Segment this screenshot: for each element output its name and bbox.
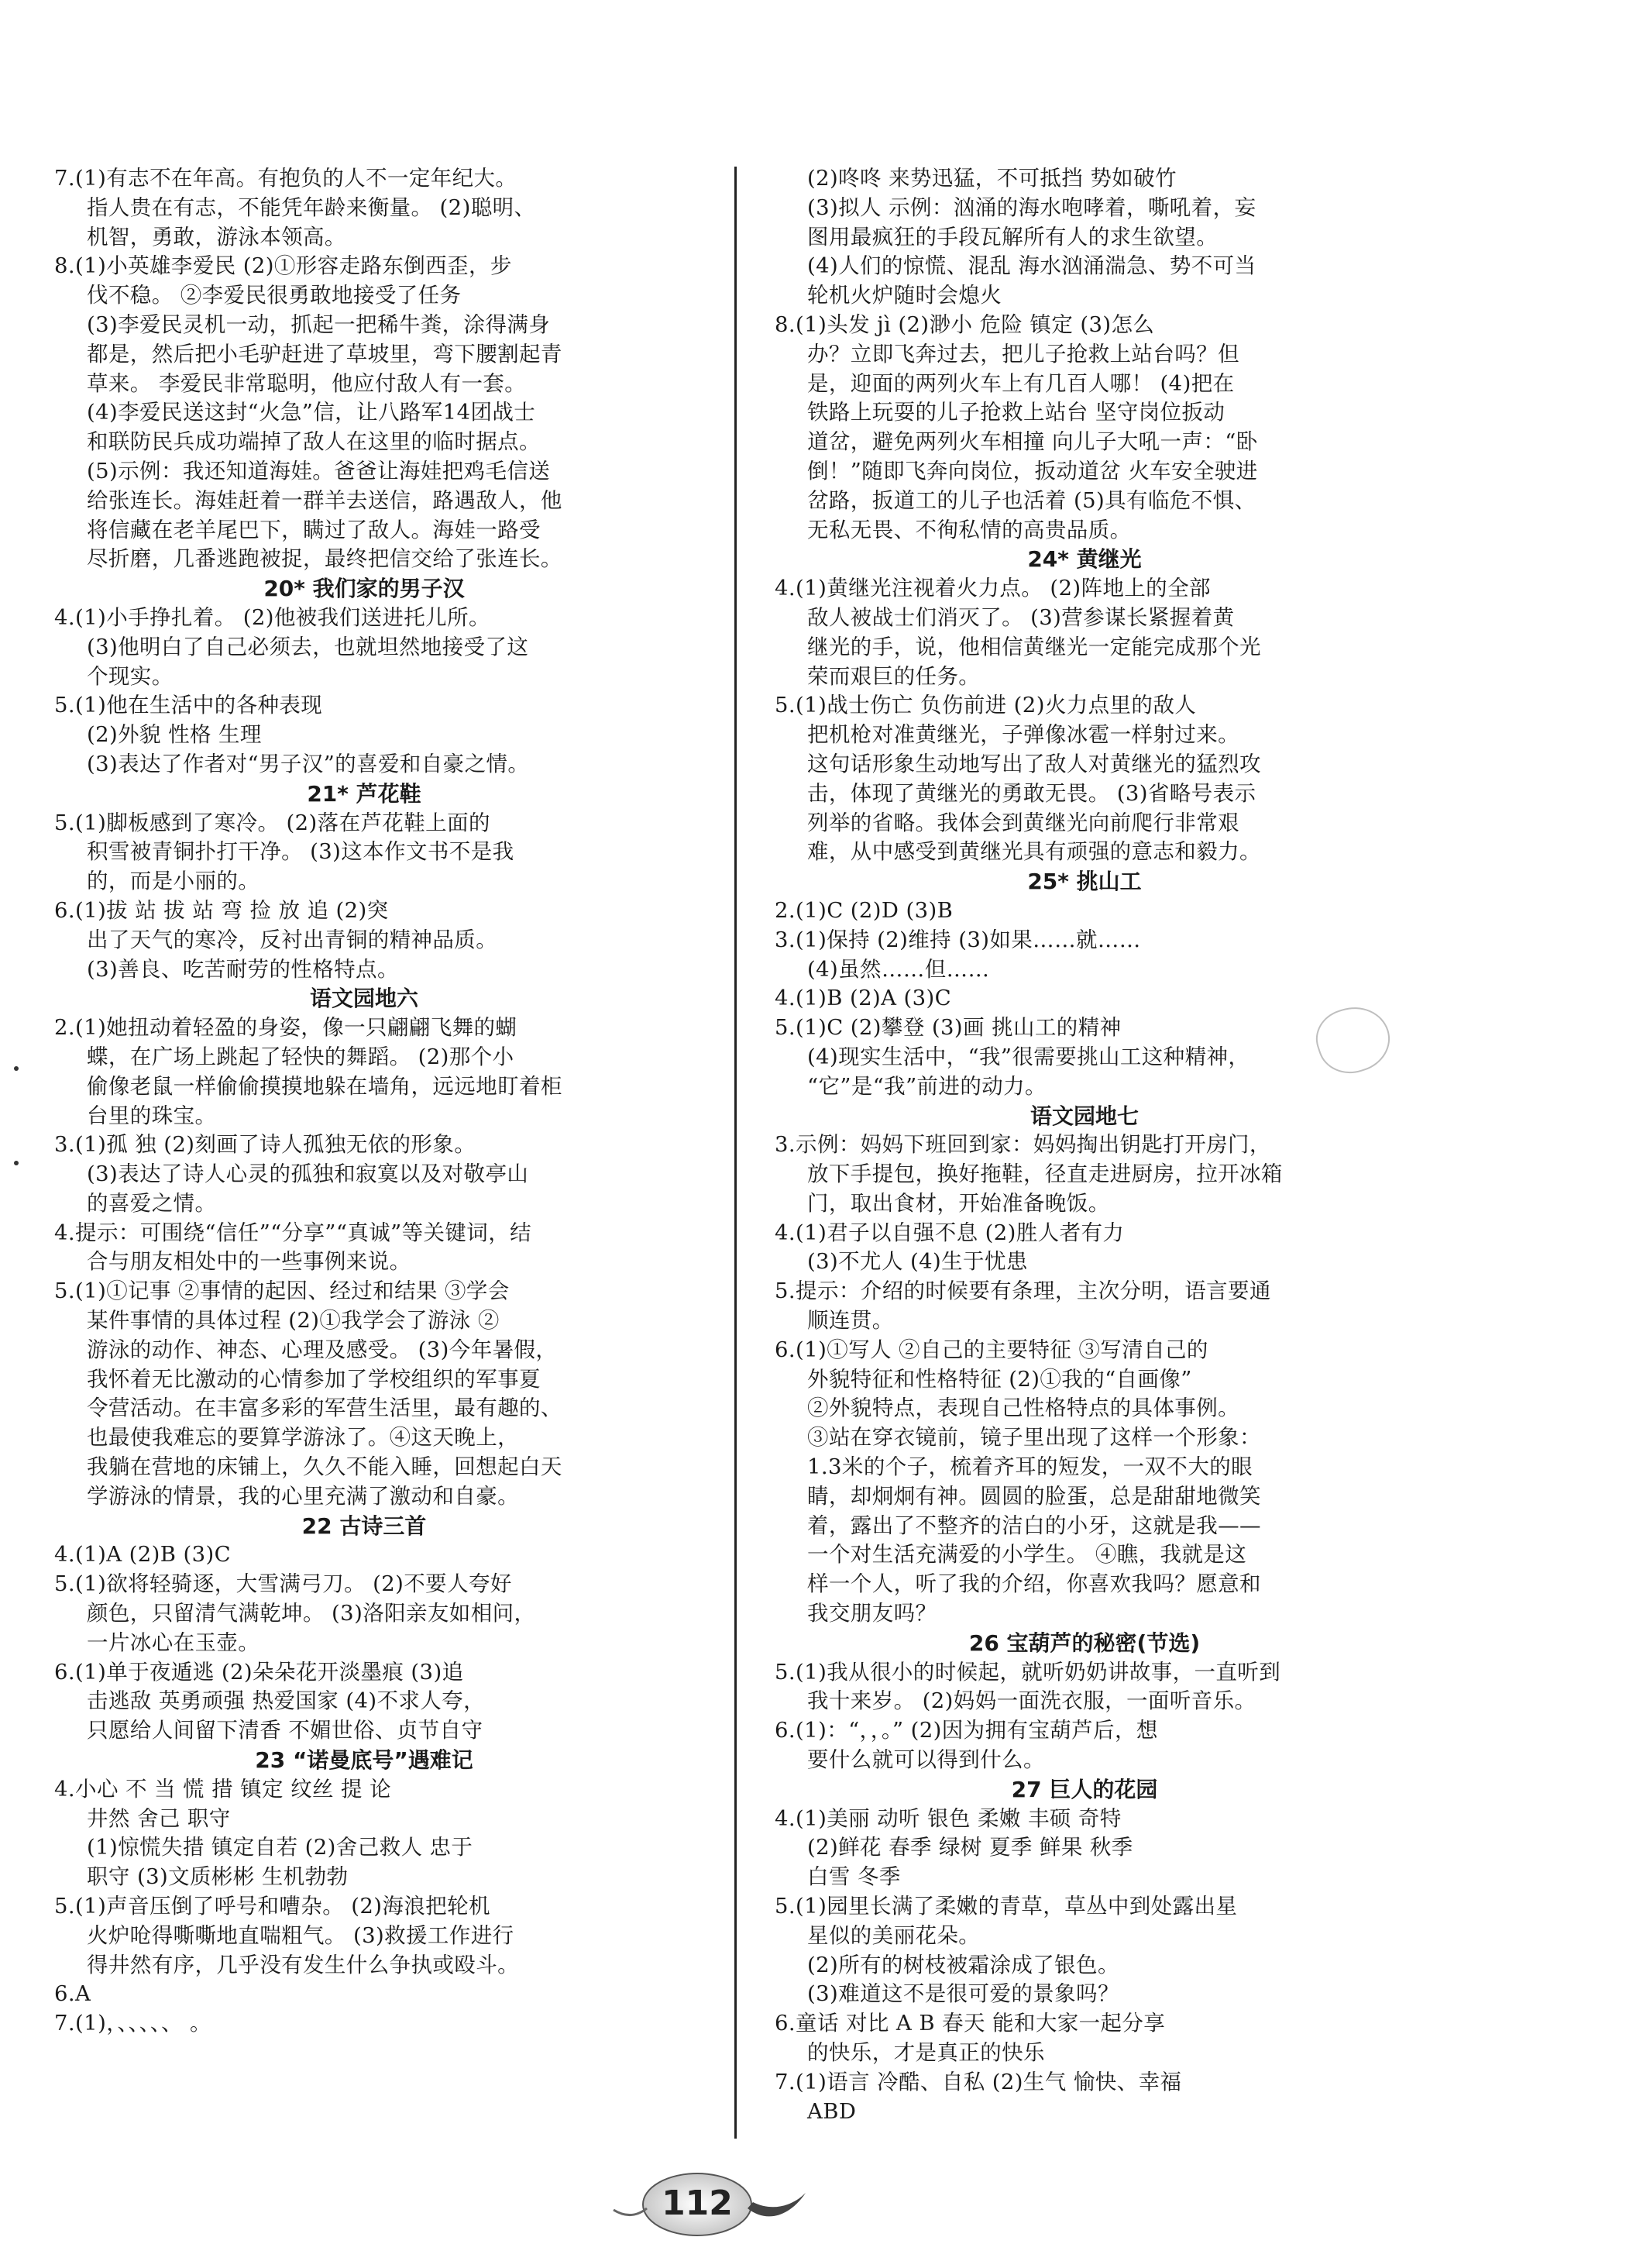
answer-line: 火炉呛得嘶嘶地直喘粗气。 (3)救援工作进行 — [87, 1922, 514, 1948]
left-column — [54, 164, 674, 2039]
answer-line: 3.(1)孤 独 (2)刻画了诗人孤独无依的形象。 — [54, 1132, 476, 1158]
answer-line: 8.(1)小英雄李爱民 (2)①形容走路东倒西歪，步 — [54, 253, 512, 279]
answer-line: 6.(1)拔 站 拔 站 弯 捡 放 追 (2)突 — [54, 897, 389, 923]
section-heading: 21* 芦花鞋 — [307, 780, 421, 807]
answer-line: “它”是“我”前进的动力。 — [807, 1073, 1047, 1099]
answer-line: ABD — [807, 2098, 857, 2124]
answer-line: 合与朋友相处中的一些事例来说。 — [87, 1249, 411, 1275]
answer-line: 道岔，避免两列火车相撞 向儿子大吼一声：“卧 — [807, 429, 1258, 455]
answer-line: 铁路上玩耍的儿子抢救上站台 坚守岗位扳动 — [807, 400, 1225, 425]
answer-line: 6.A — [54, 1981, 91, 2007]
answer-line: 星似的美丽花朵。 — [807, 1922, 981, 1948]
answer-line: 指人贵在有志，不能凭年龄来衡量。 (2)聪明、 — [87, 194, 536, 220]
answer-line: 5.(1)声音压倒了呼号和嘈杂。 (2)海浪把轮机 — [54, 1894, 490, 1919]
answer-line: 5.(1)他在生活中的各种表现 — [54, 693, 323, 718]
answer-line: 倒！”随即飞奔向岗位，扳动道岔 火车安全驶进 — [807, 458, 1258, 484]
answer-line: 敌人被战士们消灭了。 (3)营参谋长紧握着黄 — [807, 604, 1235, 630]
answer-line: 门，取出食材，开始准备晚饭。 — [807, 1190, 1110, 1216]
answer-line: 2.(1)C (2)D (3)B — [775, 897, 954, 923]
answer-line: 5.(1)脚板感到了寒冷。 (2)落在芦花鞋上面的 — [54, 810, 490, 835]
answer-line: 4.(1)君子以自强不息 (2)胜人者有力 — [775, 1220, 1125, 1245]
answer-line: 给张连长。海娃赶着一群羊去送信，路遇敌人，他 — [87, 487, 562, 513]
answer-line: (3)表达了诗人心灵的孤独和寂寞以及对敬亭山 — [87, 1162, 529, 1187]
answer-line: 机智，勇敢，游泳本领高。 — [87, 224, 346, 250]
answer-line: (3)他明白了自己必须去，也就坦然地接受了这 — [87, 634, 529, 659]
answer-line: 5.(1)我从很小的时候起，就听奶奶讲故事，一直听到 — [775, 1659, 1281, 1685]
answer-line: 5.(1)欲将轻骑逐，大雪满弓刀。 (2)不要人夸好 — [54, 1571, 512, 1597]
answer-line: 5.提示：介绍的时候要有条理，主次分明，语言要通 — [775, 1279, 1271, 1304]
answer-line: (2)鲜花 春季 绿树 夏季 鲜果 秋季 — [807, 1835, 1133, 1860]
answer-line: 5.(1)C (2)攀登 (3)画 挑山工的精神 — [775, 1015, 1122, 1041]
answer-line: 1.3米的个子，梳着齐耳的短发，一双不大的眼 — [807, 1454, 1253, 1480]
answer-line: 4.小心 不 当 慌 措 镇定 纹丝 提 论 — [54, 1776, 391, 1802]
answer-line: 游泳的动作、神态、心理及感受。 (3)今年暑假， — [87, 1337, 558, 1362]
answer-line: 一个对生活充满爱的小学生。 ④瞧，我就是这 — [807, 1542, 1247, 1568]
answer-line: 只愿给人间留下清香 不媚世俗、贞节自守 — [87, 1718, 483, 1743]
answer-line: 尽折磨，几番逃跑被捉，最终把信交给了张连长。 — [87, 546, 562, 572]
answer-line: 样一个人，听了我的介绍，你喜欢我吗？愿意和 — [807, 1571, 1261, 1597]
answer-line: 要什么就可以得到什么。 — [807, 1747, 1045, 1773]
margin-dot — [14, 1066, 19, 1071]
answer-line: 4.提示：可围绕“信任”“分享”“真诚”等关键词，结 — [54, 1220, 531, 1245]
section-heading: 23 “诺曼底号”遇难记 — [255, 1747, 473, 1774]
answer-line: ③站在穿衣镜前，镜子里出现了这样一个形象： — [807, 1425, 1261, 1451]
answer-line: (3)李爱民灵机一动，抓起一把稀牛粪，涂得满身 — [87, 311, 551, 337]
answer-line: 都是，然后把小毛驴赶进了草坡里，弯下腰割起青 — [87, 341, 562, 367]
answer-line: 令营活动。在丰富多彩的军营生活里，最有趣的、 — [87, 1396, 562, 1421]
answer-line: 4.(1)黄继光注视着火力点。 (2)阵地上的全部 — [775, 576, 1211, 601]
answer-line: 3.示例：妈妈下班回到家：妈妈掏出钥匙打开房门， — [775, 1132, 1271, 1158]
answer-line: 放下手提包，换好拖鞋，径直走进厨房，拉开冰箱 — [807, 1162, 1283, 1187]
answer-line: 5.(1)园里长满了柔嫩的青草，草丛中到处露出星 — [775, 1894, 1238, 1919]
answer-line: 白雪 冬季 — [807, 1864, 901, 1890]
answer-line: 我交朋友吗？ — [807, 1601, 937, 1626]
answer-line: 出了天气的寒冷，反衬出青铜的精神品质。 — [87, 927, 498, 952]
answer-line: 外貌特征和性格特征 (2)①我的“自画像” — [807, 1366, 1192, 1392]
answer-line: (3)拟人 示例：汹涌的海水咆哮着，嘶吼着，妄 — [807, 194, 1256, 220]
answer-line: 6.(1)单于夜遁逃 (2)朵朵花开淡墨痕 (3)追 — [54, 1659, 464, 1685]
answer-line: (1)惊慌失措 镇定自若 (2)舍己救人 忠于 — [87, 1835, 473, 1860]
answer-line: 无私无畏、不徇私情的高贵品质。 — [807, 517, 1132, 542]
answer-line: 的，而是小丽的。 — [87, 869, 260, 894]
answer-line: 继光的手，说，他相信黄继光一定能完成那个光 — [807, 634, 1261, 659]
answer-line: 8.(1)头发 jì (2)渺小 危险 镇定 (3)怎么 — [775, 311, 1155, 337]
answer-line: 将信藏在老羊尾巴下，瞒过了敌人。海娃一路受 — [87, 517, 541, 542]
answer-line: 2.(1)她扭动着轻盈的身姿，像一只翩翩飞舞的蝴 — [54, 1015, 517, 1041]
answer-line: 是，迎面的两列火车上有几百人哪！ (4)把在 — [807, 370, 1235, 396]
answer-line: ②外貌特点，表现自己性格特点的具体事例。 — [807, 1396, 1239, 1421]
section-heading: 25* 挑山工 — [1027, 869, 1142, 895]
answer-line: 7.(1)语言 冷酷、自私 (2)生气 愉快、幸福 — [775, 2069, 1182, 2094]
answer-line: 学游泳的情景，我的心里充满了激动和自豪。 — [87, 1483, 519, 1509]
answer-line: 的快乐，才是真正的快乐 — [807, 2040, 1045, 2065]
answer-line: 岔路，扳道工的儿子也活着 (5)具有临危不惧、 — [807, 487, 1256, 513]
answer-line: 和联防民兵成功端掉了敌人在这里的临时据点。 — [87, 429, 541, 455]
answer-line: (4)李爱民送这封“火急”信，让八路军14团战士 — [87, 400, 536, 425]
answer-line: 某件事情的具体过程 (2)①我学会了游泳 ② — [87, 1308, 500, 1334]
answer-line: (4)现实生活中，“我”很需要挑山工这种精神， — [807, 1044, 1250, 1069]
answer-line: 5.(1)①记事 ②事情的起因、经过和结果 ③学会 — [54, 1279, 510, 1304]
margin-dot — [14, 1161, 19, 1165]
answer-line: (3)难道这不是很可爱的景象吗？ — [807, 1981, 1119, 2007]
answer-line: (2)外貌 性格 生理 — [87, 722, 262, 748]
answer-line: 4.(1)小手挣扎着。 (2)他被我们送进托儿所。 — [54, 604, 490, 630]
answer-line: 个现实。 — [87, 663, 174, 689]
answer-line: 把机枪对准黄继光，子弹像冰雹一样射过来。 — [807, 722, 1239, 748]
answer-line: (2)咚咚 来势迅猛，不可抵挡 势如破竹 — [807, 166, 1177, 191]
answer-line: 列举的省略。我体会到黄继光向前爬行非常艰 — [807, 810, 1239, 835]
page-number: 112 — [662, 2184, 733, 2223]
answer-line: 我怀着无比激动的心情参加了学校组织的军事夏 — [87, 1366, 541, 1392]
page-number-badge — [589, 2162, 821, 2247]
section-heading: 24* 黄继光 — [1027, 546, 1142, 573]
answer-line: 击，体现了黄继光的勇敢无畏。 (3)省略号表示 — [807, 780, 1256, 806]
answer-line: 颜色，只留清气满乾坤。 (3)洛阳亲友如相问， — [87, 1601, 536, 1626]
answer-line: 击逃敌 英勇顽强 热爱国家 (4)不求人夸， — [87, 1688, 485, 1714]
answer-line: 台里的珠宝。 — [87, 1103, 217, 1128]
answer-line: 的喜爱之情。 — [87, 1190, 217, 1216]
answer-line: 井然 舍己 职守 — [87, 1805, 231, 1831]
answer-line: 轮机火炉随时会熄火 — [807, 283, 1002, 308]
answer-line: 蝶，在广场上跳起了轻快的舞蹈。 (2)那个小 — [87, 1044, 514, 1069]
answer-line: 草来。 李爱民非常聪明，他应付敌人有一套。 — [87, 370, 527, 396]
answer-line: 办？立即飞奔过去，把儿子抢救上站台吗？但 — [807, 341, 1239, 367]
answer-line: 这句话形象生动地写出了敌人对黄继光的猛烈攻 — [807, 751, 1261, 776]
answer-line: 7.(1)有志不在年高。有抱负的人不一定年纪大。 — [54, 166, 517, 191]
answer-line: 偷像老鼠一样偷偷摸摸地躲在墙角，远远地盯着柜 — [87, 1073, 562, 1099]
answer-line: 一片冰心在玉壶。 — [87, 1630, 260, 1655]
answer-line: 我躺在营地的床铺上，久久不能入睡，回想起白天 — [87, 1454, 562, 1480]
answer-line: 顺连贯。 — [807, 1308, 894, 1334]
section-heading: 语文园地七 — [1030, 1103, 1139, 1129]
answer-line: (3)善良、吃苦耐劳的性格特点。 — [87, 956, 399, 982]
answer-line: 职守 (3)文质彬彬 生机勃勃 — [87, 1864, 349, 1890]
answer-line: (4)虽然……但…… — [807, 956, 990, 982]
column-divider — [734, 167, 737, 2139]
answer-line: 难，从中感受到黄继光具有顽强的意志和毅力。 — [807, 839, 1261, 865]
answer-line: 积雪被青铜扑打干净。 (3)这本作文书不是我 — [87, 839, 514, 865]
right-column — [775, 164, 1394, 2126]
answer-line: 我十来岁。 (2)妈妈一面洗衣服，一面听音乐。 — [807, 1688, 1256, 1714]
section-heading: 语文园地六 — [309, 986, 418, 1012]
answer-line: 图用最疯狂的手段瓦解所有人的求生欲望。 — [807, 224, 1219, 250]
answer-line: (5)示例：我还知道海娃。爸爸让海娃把鸡毛信送 — [87, 458, 551, 484]
section-heading: 26 宝葫芦的秘密(节选) — [968, 1630, 1201, 1656]
section-heading: 20* 我们家的男子汉 — [263, 576, 465, 602]
answer-line: 也最使我难忘的要算学游泳了。④这天晚上， — [87, 1425, 519, 1451]
answer-line: 睛，却炯炯有神。圆圆的脸蛋，总是甜甜地微笑 — [807, 1483, 1261, 1509]
answer-line: 荣而艰巨的任务。 — [807, 663, 981, 689]
answer-line: 伐不稳。 ②李爱民很勇敢地接受了任务 — [87, 283, 462, 308]
answer-line: 5.(1)战士伤亡 负伤前进 (2)火力点里的敌人 — [775, 693, 1197, 718]
answer-line: 4.(1)美丽 动听 银色 柔嫩 丰硕 奇特 — [775, 1805, 1122, 1831]
answer-line: 3.(1)保持 (2)维持 (3)如果……就…… — [775, 927, 1141, 952]
answer-line: (3)表达了作者对“男子汉”的喜爱和自豪之情。 — [87, 751, 530, 776]
answer-line: 4.(1)B (2)A (3)C — [775, 986, 952, 1011]
answer-line: 7.(1)，、、、、、 。 — [54, 2011, 211, 2036]
answer-line: 6.童话 对比 A B 春天 能和大家一起分享 — [775, 2011, 1166, 2036]
answer-line: 着，露出了不整齐的洁白的小牙，这就是我—— — [807, 1513, 1261, 1538]
answer-line: (3)不尤人 (4)生于忧患 — [807, 1249, 1028, 1275]
answer-line: 6.(1)①写人 ②自己的主要特征 ③写清自己的 — [775, 1337, 1208, 1362]
answer-line: 4.(1)A (2)B (3)C — [54, 1542, 232, 1568]
answer-line: (2)所有的树枝被霜涂成了银色。 — [807, 1952, 1119, 1977]
answer-line: (4)人们的惊慌、混乱 海水汹涌湍急、势不可当 — [807, 253, 1256, 279]
answer-line: 6.(1)：“，，。” (2)因为拥有宝葫芦后，想 — [775, 1718, 1158, 1743]
section-heading: 22 古诗三首 — [301, 1513, 427, 1539]
answer-line: 得井然有序，几乎没有发生什么争执或殴斗。 — [87, 1952, 519, 1977]
section-heading: 27 巨人的花园 — [1011, 1776, 1158, 1802]
